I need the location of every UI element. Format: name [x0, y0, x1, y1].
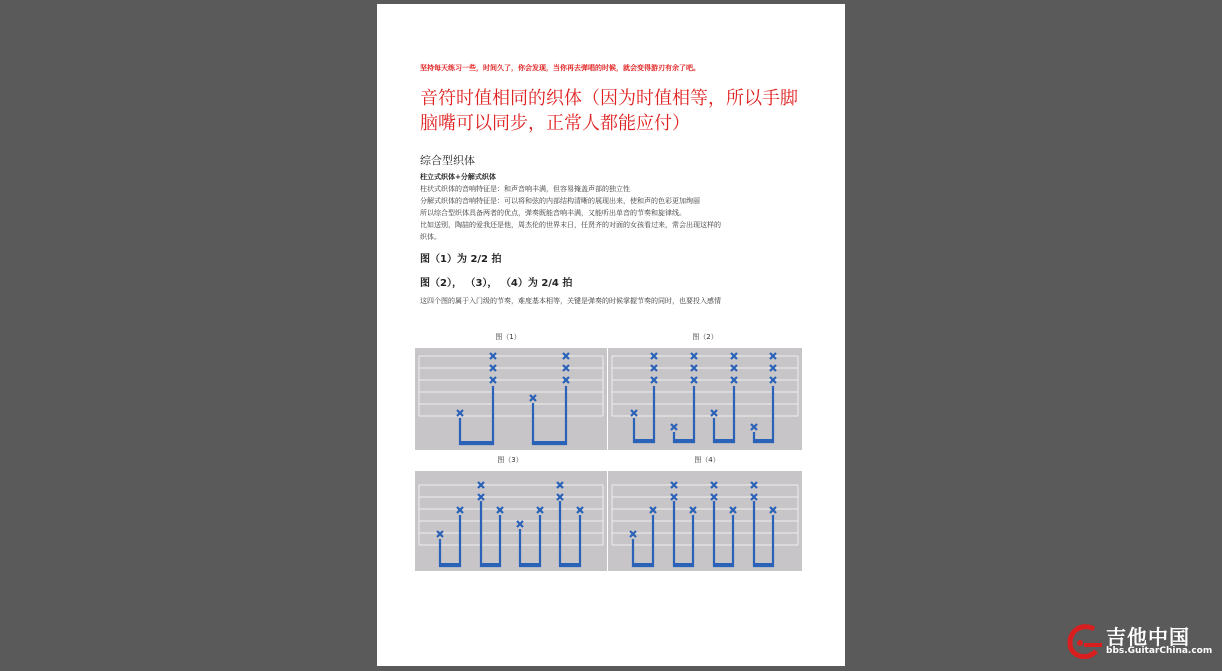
figure-caption-1: 图（1）为 2/2 拍: [420, 254, 502, 265]
guitar-logo-icon: [1064, 621, 1104, 663]
rhythm-figure-2: [608, 348, 802, 450]
document-page: [377, 4, 845, 666]
logo-url: bbs.GuitarChina.com: [1106, 646, 1213, 656]
body-line: 织体。: [420, 233, 441, 241]
subheading: 柱立式织体+分解式织体: [420, 173, 496, 181]
figure-label-1: 图（1）: [495, 333, 521, 341]
figure-label-4: 图（4）: [694, 456, 720, 464]
figure-caption-2: 图（2）， （3）， （4）为 2/4 拍: [420, 278, 573, 289]
logo-name: 吉他中国: [1106, 625, 1190, 649]
rhythm-figure-3: [415, 471, 607, 571]
figure-label-3: 图（3）: [497, 456, 523, 464]
body-line: 柱状式织体的音响特征是：和声音响丰满，但容易掩盖声部的独立性: [420, 185, 630, 193]
rhythm-figure-4: [608, 471, 802, 571]
body-line: 比如送别，陶喆的爱我还是他，周杰伦的世界末日，任贤齐的对面的女孩看过来，常会出现这样的: [420, 221, 721, 229]
body-line: 分解式织体的音响特征是：可以将和弦的内部结构清晰的展现出来，使和声的色彩更加绚丽: [420, 197, 700, 205]
rhythm-figure-1: [415, 348, 607, 450]
intro-line: 这四个图的属于入门级的节奏，难度基本相等，关键是弹奏的时候掌握节奏的同时，也要投入感情: [420, 297, 721, 305]
top-note: 坚持每天练习一些，时间久了，你会发现，当你再去弹唱的时候，就会变得游刃有余了吧。: [420, 64, 700, 72]
section-title: 综合型织体: [420, 154, 475, 167]
body-line: 所以综合型织体具备两者的优点，弹奏既能音响丰满，又能听出单音的节奏和旋律线。: [420, 209, 686, 217]
main-title: 音符时值相同的织体（因为时值相等，所以手脚脑嘴可以同步，正常人都能应付）: [420, 88, 798, 134]
site-logo[interactable]: [1064, 621, 1214, 663]
figure-label-2: 图（2）: [692, 333, 718, 341]
